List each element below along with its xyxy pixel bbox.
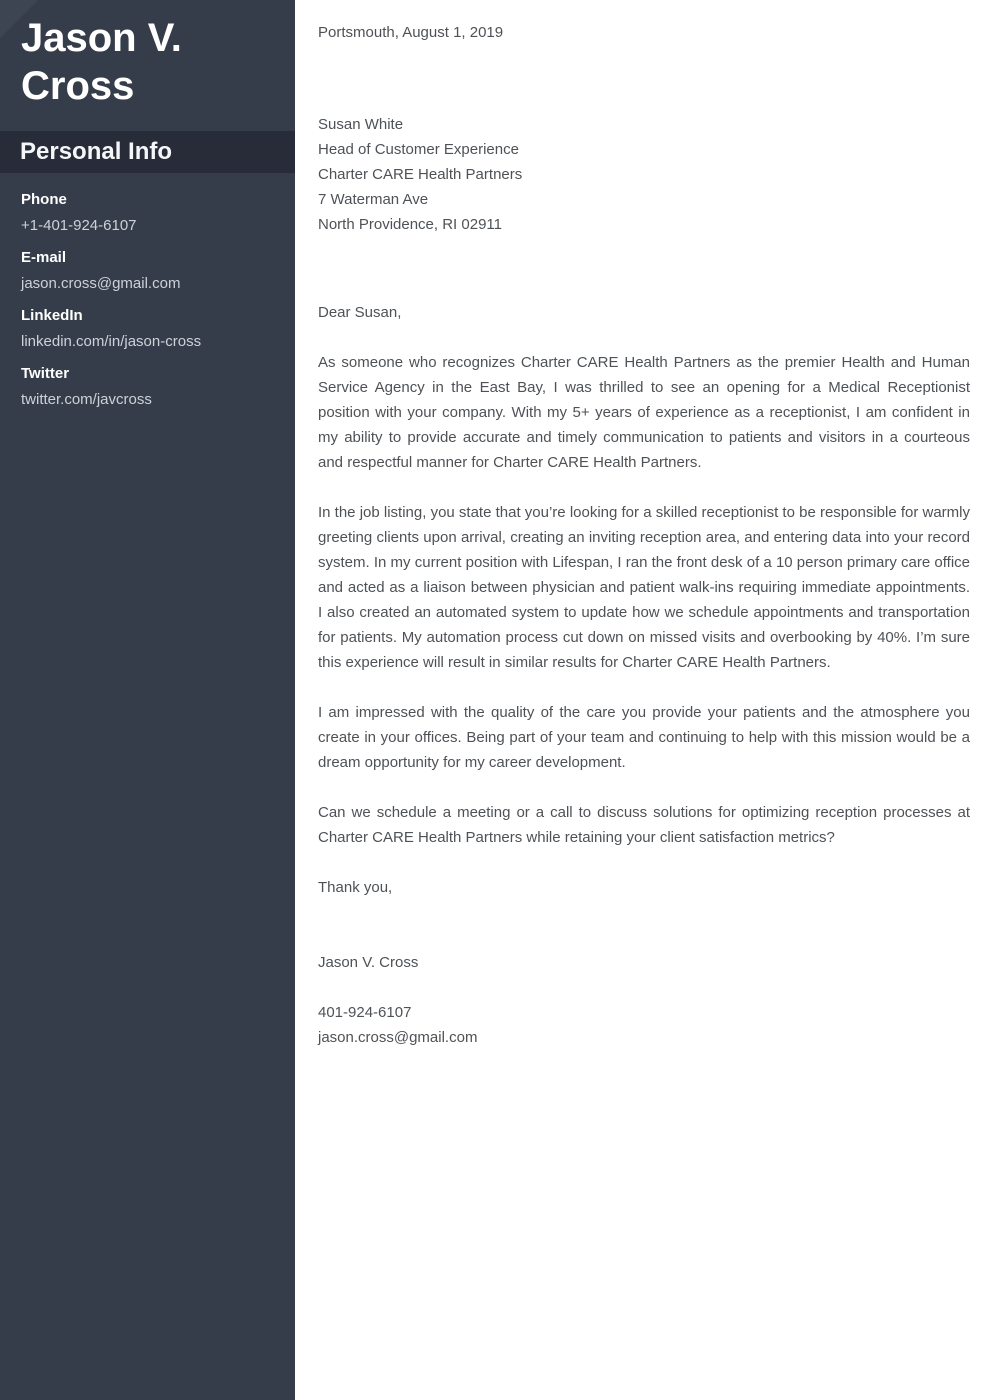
twitter-label: Twitter (21, 365, 70, 382)
recipient-name: Susan White (318, 116, 404, 133)
phone-label: Phone (21, 191, 67, 208)
twitter-field (21, 361, 275, 412)
signature-phone: 401-924-6107 (318, 1004, 412, 1021)
letter-body (295, 0, 990, 1050)
email-value: jason.cross@gmail.com (21, 275, 181, 292)
personal-info-heading: Personal Info (20, 138, 173, 165)
contact-fields (0, 173, 295, 412)
personal-info-heading-band (0, 131, 295, 173)
signature-name: Jason V. Cross (318, 954, 419, 971)
body-paragraph-4: Can we schedule a meeting or a call to discuss solutions for optimizing reception processes at Charter CARE Health Partners while retaining your client satisfaction metrics? (318, 804, 970, 846)
phone-value: +1-401-924-6107 (21, 217, 137, 234)
linkedin-label: LinkedIn (21, 307, 83, 324)
recipient-company: Charter CARE Health Partners (318, 166, 523, 183)
linkedin-value: linkedin.com/in/jason-cross (21, 333, 202, 350)
email-label: E-mail (21, 249, 67, 266)
recipient-title: Head of Customer Experience (318, 141, 519, 158)
recipient-city: North Providence, RI 02911 (318, 216, 502, 233)
twitter-value: twitter.com/javcross (21, 391, 152, 408)
recipient-street: 7 Waterman Ave (318, 191, 429, 208)
salutation: Dear Susan, (318, 304, 402, 321)
email-field (21, 245, 275, 296)
body-paragraph-2: In the job listing, you state that you’re looking for a skilled receptionist to be responsible for warmly greeting clients upon arrival, creating an inviting reception area, and entering data into your record system. In my current position with Lifespan, I ran the front desk of a 10 person primary care office and acted as a liaison between physician and patient walk-ins requiring immediate appointments. I also created an automated system to update how we schedule appointments and transportation for patients. My automation process cut down on missed visits and overbooking by 40%. I’m sure this experience will result in similar results for Charter CARE Health Partners. (318, 504, 971, 671)
signature-contact-block (318, 1000, 970, 1050)
personal-info-sidebar (0, 0, 295, 1400)
candidate-name: Jason V. Cross (21, 16, 182, 108)
phone-field (21, 187, 275, 238)
linkedin-field (21, 303, 275, 354)
closing-line: Thank you, (318, 879, 393, 896)
body-paragraph-1: As someone who recognizes Charter CARE Health Partners as the premier Health and Human Service Agency in the East Bay, I was thrilled to see an opening for a Medical Receptionist position with your company. With my 5+ years of experience as a receptionist, I am confident in my ability to provide accurate and timely communication to patients and visitors in a courteous and respectful manner for Charter CARE Health Partners. (318, 354, 970, 471)
signature-email: jason.cross@gmail.com (318, 1029, 478, 1046)
recipient-block (318, 112, 970, 237)
body-paragraph-3: I am impressed with the quality of the care you provide your patients and the atmosphere you create in your offices. Being part of your team and continuing to help with this mission would be a dream opportunity for my career development. (318, 704, 970, 771)
date-line: Portsmouth, August 1, 2019 (318, 24, 504, 41)
